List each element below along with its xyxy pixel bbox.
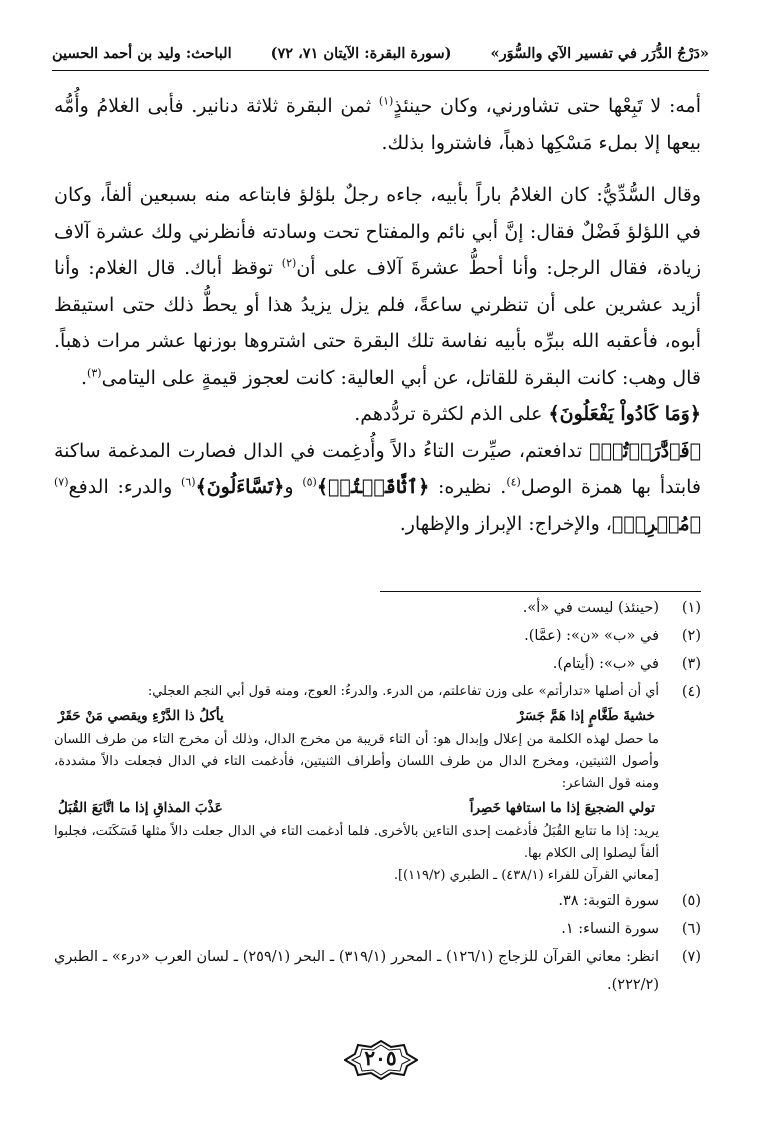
footnote-reference: [معاني القرآن للفراء (٤٣٨/١) ـ الطبري (١١٩/٢)]. bbox=[393, 868, 659, 883]
footnote-ref-5[interactable]: (٥) bbox=[302, 475, 317, 489]
quran-quote: ﴿تَسَّاءَلُونَ﴾ bbox=[195, 476, 285, 498]
footnote-number: (٧) bbox=[681, 949, 701, 965]
running-header bbox=[52, 38, 709, 68]
footnote-item bbox=[54, 915, 701, 943]
quran-quote: ﴿ٱثَّاقَلۡتُمۡ﴾ bbox=[316, 476, 430, 498]
footnote-item bbox=[54, 678, 701, 887]
header-divider bbox=[52, 70, 709, 71]
footnote-number: (٢) bbox=[681, 628, 701, 644]
quran-quote: ﴿مُخۡرِجٞ﴾ bbox=[611, 512, 701, 535]
footnote-ref-2[interactable]: (٢) bbox=[281, 256, 297, 270]
footnote-item bbox=[54, 943, 701, 999]
quran-quote: ﴿فَٱدَّٰرَءۡتُمۡ﴾ bbox=[589, 439, 701, 462]
footnote-divider bbox=[380, 591, 701, 592]
footnote-intro: أي أن أصلها «تدارأتم» على وزن تفاعلتم، من الدرء. والدرءُ: العوج، ومنه قول أبي النجم العجلي: bbox=[147, 684, 659, 699]
footnote-number: (٤) bbox=[681, 684, 701, 700]
footnote-item bbox=[54, 887, 701, 915]
footnotes bbox=[54, 594, 701, 999]
footnote-text: سورة التوبة: ٣٨. bbox=[558, 893, 659, 909]
surah-reference: (سورة البقرة: الآيتان ٧١، ٧٢) bbox=[270, 44, 452, 62]
verse-hemistich-2: يأكلُ ذا الدَّرْءِ ويقصي مَنْ حَقَرْ bbox=[58, 708, 224, 724]
footnote-ref-6[interactable]: (٦) bbox=[181, 475, 196, 489]
footnote-ref-3[interactable]: (٣) bbox=[87, 366, 102, 380]
paragraph-4: ﴿فَٱدَّٰرَءۡتُمۡ﴾ تدافعتم، صيِّرت التاءُ دالاً وأُدغِمت في الدال فصارت المدغمة ساكنة فابتدأ بها همزة الوصل$^{(٤)}$. نظيره: ﴿ٱثَّاقَلۡتُمۡ﴾$^{(٥)}$ و﴿تَسَّاءَلُونَ﴾$^{(٦)}$ والدرء: الدفع$^{(٧)}$ ﴿مُخۡرِجٞ﴾، والإخراج: الإبراز والإظهار. bbox=[54, 439, 702, 535]
footnote-paragraph: ما حصل لهذه الكلمة من إعلال وإبدال هو: أن التاء قريبة من مخرج الدال، وذلك أن مخرج التاء من طرف اللسان وأصول الثنيتين، ومخرج الدال من طرف اللسان وأطراف الثنيتين، فأدغمت التاء في الدال فجعلت دالاً مشددة، ومنه قول الشاعر: bbox=[54, 732, 659, 791]
footnote-text: انظر: معاني القرآن للزجاج (١٢٦/١) ـ المحرر (٣١٩/١) ـ البحر (٢٥٩/١) ـ لسان العرب «درء» ـ الطبري (٢٢٢/٢). bbox=[54, 949, 659, 993]
quran-quote: ﴿وَمَا كَادُواْ يَفْعَلُونَ﴾ bbox=[548, 403, 701, 425]
page-number bbox=[344, 1040, 418, 1080]
footnote-item bbox=[54, 622, 701, 650]
poetry-verse bbox=[54, 703, 659, 729]
footnote-ref-7[interactable]: (٧) bbox=[54, 475, 69, 489]
paragraph-3: ﴿وَمَا كَادُواْ يَفْعَلُونَ﴾ على الذم لكثرة تردُّدهم. bbox=[354, 403, 701, 425]
footnote-ref-4[interactable]: (٤) bbox=[506, 475, 521, 489]
verse-hemistich-1: تولي الضجيعَ إذا ما استافها خَصِراً bbox=[469, 800, 655, 816]
footnote-number: (٣) bbox=[681, 656, 701, 672]
footnote-text: في «ب»: (أيتام). bbox=[552, 656, 659, 672]
paragraph-1: أمه: لا تَبِعْها حتى تشاورني، وكان حينئذٍ$^{(١)}$ ثمن البقرة ثلاثة دنانير. فأبى الغلامُ وأُمُّه بيعها إلا بملء مَسْكِها ذهباً، فاشتروا بذلك. bbox=[54, 94, 701, 154]
author-name: الباحث: وليد بن أحمد الحسين bbox=[52, 44, 232, 62]
main-text bbox=[54, 88, 701, 542]
page-number-text: ٢٠٥ bbox=[364, 1046, 397, 1070]
footnote-text bbox=[54, 678, 659, 887]
verse-hemistich-1: خشيةَ طَغَّامٍ إذا هَمَّ جَسَرْ bbox=[517, 708, 655, 724]
verse-hemistich-2: عَذْبَ المذاقِ إذا ما اتَّابَعَ القُبَلُ bbox=[58, 800, 223, 816]
footnote-paragraph: يريد: إذا ما تتابع القُبَلُ فأدغمت إحدى التاءين بالأخرى. فلما أدغمت التاء في الدال جعلت دالاً مثلها فَسَكَنَت، فجلبوا ألفاً ليصلوا إلى الكلام بها. bbox=[54, 824, 659, 861]
poetry-verse bbox=[54, 795, 659, 821]
footnote-text: في «ب» «ن»: (عمَّا). bbox=[524, 628, 659, 644]
footnote-ref-1[interactable]: (١) bbox=[378, 94, 394, 108]
footnote-number: (٦) bbox=[681, 921, 701, 937]
footnote-item bbox=[54, 650, 701, 678]
footnote-number: (٥) bbox=[681, 893, 701, 909]
paragraph-2: وقال السُّدِّيُّ: كان الغلامُ باراً بأبيه، جاءه رجلٌ بلؤلؤ فابتاعه منه بسبعين ألفاً، وكان في اللؤلؤ فَضْلٌ فقال: إنَّ أبي نائم والمفتاح تحت وسادته فأنظرني ولك عشرة آلاف زيادة، فقال الرجل: وأنا أحطُّ عشرةَ آلاف على أن$^{(٢)}$ توقظ أباك. قال الغلام: وأنا أزيد عشرين على أن تنظرني ساعةً، فلم يزل يزيدُ هذا أو يحطُّ ذلك حتى استيقظ أبوه، فأعقبه الله ببرِّه بأبيه نفاسة تلك البقرة حتى اشتروها بوزنها عشر مرات ذهباً. قال وهب: كانت البقرة للقاتل، عن أبي العالية: كانت لعجوز قيمةٍ على اليتامى$^{(٣)}$. bbox=[54, 184, 702, 389]
footnote-number: (١) bbox=[681, 600, 701, 616]
footnote-item bbox=[54, 594, 701, 622]
book-title: «دَرْجُ الدُّرَر في تفسير الآي والسُّوَر» bbox=[490, 44, 709, 62]
footnote-text: سورة النساء: ١. bbox=[561, 921, 659, 937]
footnote-text: (حينئذ) ليست في «أ». bbox=[522, 600, 659, 616]
